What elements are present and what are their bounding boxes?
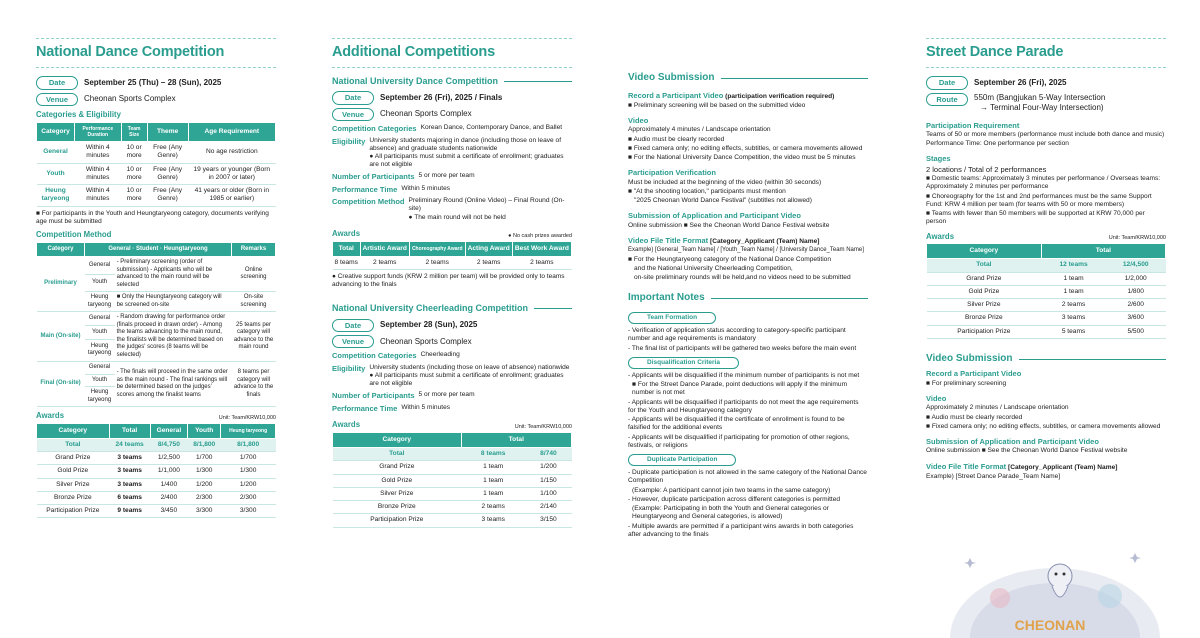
method-table [36, 242, 276, 408]
cell: 5 teams [1041, 325, 1106, 338]
cell: 12/4,500 [1106, 259, 1166, 272]
table-header: General [150, 423, 188, 438]
awards-heading: Awards [36, 411, 65, 420]
cell: 8/1,800 [188, 438, 221, 451]
vf-label: Video File Title Format [926, 461, 1007, 471]
rec-note: ■ Preliminary screening will be based on the submitted video [628, 101, 806, 109]
unit-label: Unit: Team/KRW10,000 [514, 424, 572, 431]
cell: 8 teams per category will advance to the finals [232, 362, 276, 407]
table-header: Choreography Award [409, 241, 465, 256]
venue-pill: Venue [36, 93, 78, 106]
table-row [37, 257, 276, 275]
cell: Grand Prize [333, 461, 462, 474]
stages-line: ■ Choreography for the 1st and 2nd performances must be the same Support Fund: KRW 4 million per team (for teams with 50 or more members) [926, 192, 1152, 208]
cm-value: Preliminary Round (Online Video) – Final Round (On-site) [408, 197, 565, 213]
table-row [333, 514, 572, 527]
venue-value: Cheonan Sports Complex [84, 94, 176, 104]
cell: 1/200 [221, 478, 276, 491]
cell: Free (Any Genre) [147, 163, 188, 184]
awards-heading: Awards [332, 228, 361, 238]
cell: General [85, 362, 115, 375]
video-notes-column [628, 0, 868, 638]
table-header: Category [37, 423, 110, 438]
cell: 10 or more [121, 163, 147, 184]
elig-label: Eligibility [332, 363, 366, 373]
vf-line: and the National University Cheerleading Competition, [634, 264, 793, 272]
divider [926, 67, 1166, 68]
table-header: Team Size [121, 122, 147, 142]
cell: General [37, 142, 75, 163]
table-row [37, 465, 276, 478]
cell: General [85, 257, 115, 275]
video-label: Video [628, 115, 649, 125]
cheer-awards-table [332, 432, 572, 528]
cell: Grand Prize [927, 272, 1042, 285]
cell: General [85, 312, 115, 326]
cell: 2/300 [188, 491, 221, 504]
table-header: Category [333, 432, 462, 447]
divider [332, 38, 572, 39]
table-row [927, 285, 1166, 298]
table-row [927, 312, 1166, 325]
cell: Heung taryeong [37, 185, 75, 206]
video-title: Video Submission [926, 352, 1013, 364]
cell: 1/150 [525, 474, 571, 487]
rec-label: Record a Participant Video [628, 90, 724, 100]
rec-note: ■ For preliminary screening [926, 379, 1007, 387]
table-row [37, 185, 276, 206]
table-header: Youth [188, 423, 221, 438]
cell: On-site screening [232, 292, 276, 312]
cell: 1/400 [150, 478, 188, 491]
cell: Participation Prize [927, 325, 1042, 338]
cell: Youth [85, 325, 115, 339]
table-row [333, 461, 572, 474]
table-header: Remarks [232, 242, 276, 257]
cell: 3/300 [188, 505, 221, 518]
cell: 5/500 [1106, 325, 1166, 338]
dq-line: ■ For the Street Dance Parade, point deductions will apply if the minimum number is not met [632, 381, 848, 397]
cell: - Preliminary screening (order of submission) - Applicants who will be advanced to the main round will be selected [115, 257, 232, 292]
video-title: Video Submission [628, 72, 715, 83]
np-label: Number of Participants [332, 391, 415, 401]
pv-line: "2025 Cheonan World Dance Festival" (subtitles not allowed) [634, 197, 812, 205]
dup-line: - Multiple awards are permitted if a participant wins awards in both categories after advancing to the finals [628, 522, 854, 538]
date-pill: Date [332, 319, 374, 332]
table-row [333, 474, 572, 487]
sub-label: Submission of Application and Participant Video [628, 211, 801, 221]
np-value: 5 or more per team [418, 172, 475, 180]
elig-value: University students majoring in dance (including those on leave of absence) and graduate students nationwide [369, 136, 562, 152]
date-value: September 25 (Thu) – 28 (Sun), 2025 [84, 77, 222, 87]
festival-illustration [940, 528, 1160, 638]
table-header: Category [37, 242, 85, 257]
pr-line: Performance Time: One performance per section [926, 140, 1069, 148]
table-header: Theme [147, 122, 188, 142]
cell: 8/4,750 [150, 438, 188, 451]
cell: Total [37, 438, 110, 451]
cell: 2 teams [1041, 299, 1106, 312]
cell: 3/150 [525, 514, 571, 527]
pt-label: Performance Time [332, 184, 398, 194]
tf-line: - The final list of participants will be gathered two weeks before the main event [628, 344, 857, 352]
cell: Participation Prize [37, 505, 110, 518]
cell: Silver Prize [927, 299, 1042, 312]
cell: - Random drawing for performance order (finals proceed in drawn order) - Among the teams advancing to the main round, the finalists will be determined based on the judges' scores (8 teams will be selected) [115, 312, 232, 362]
disqualification-tag: Disqualification Criteria [628, 357, 739, 369]
important-title: Important Notes [628, 292, 705, 304]
category-note: ■ For participants in the Youth and Heungtaryeong category, documents verifying age must be submitted [36, 209, 269, 225]
vf-example: Example) [Street Dance Parade_Team Name] [926, 472, 1061, 480]
cell: Youth [85, 374, 115, 387]
cell: 2 teams [409, 256, 465, 269]
table-header: General · Student · Heungtaryeong [85, 242, 232, 257]
cell: 1/200 [525, 461, 571, 474]
cell: 1/1,000 [150, 465, 188, 478]
dup-line: - However, duplicate participation across different categories is permitted [628, 495, 841, 503]
table-row [37, 362, 276, 375]
divider [926, 38, 1166, 39]
table-row [37, 142, 276, 163]
np-label: Number of Participants [332, 172, 415, 182]
cell: Gold Prize [927, 285, 1042, 298]
dq-line: - Applicants will be disqualified if participants do not meet the age requirements for the Youth and Heungtaryeong category [628, 398, 859, 414]
video-line: ■ Audio must be clearly recorded [628, 135, 725, 143]
logo-text: CHEONAN [1014, 617, 1086, 633]
table-row [927, 325, 1166, 338]
cell: 1/2,500 [150, 452, 188, 465]
cell: Bronze Prize [927, 312, 1042, 325]
cell: Within 4 minutes [75, 185, 122, 206]
cell: Final (On-site) [37, 362, 85, 407]
duplicate-tag: Duplicate Participation [628, 454, 736, 466]
dup-line: (Example: A participant cannot join two teams in the same category) [632, 486, 831, 494]
table-row [333, 487, 572, 500]
elig-value: University students (including those on leave of absence) nationwide ● All participants must submit a certificate of enrollment; graduates are not eligible [369, 363, 570, 388]
cell: 3/450 [150, 505, 188, 518]
pr-label: Participation Requirement [926, 120, 1020, 130]
cell: 19 years or younger (Born in 2007 or later) [188, 163, 275, 184]
video-line: ■ Fixed camera only; no editing effects, subtitles, or camera movements allowed [628, 144, 863, 152]
route-pill: Route [926, 93, 968, 106]
sub-label: Submission of Application and Participant Video [926, 437, 1099, 447]
cell: 3 teams [461, 514, 525, 527]
cell: 8/1,800 [221, 438, 276, 451]
cell: Youth [37, 163, 75, 184]
unit-label: Unit: Team/KRW10,000 [1108, 235, 1166, 242]
cell: 2/400 [150, 491, 188, 504]
section-title: Street Dance Parade [926, 44, 1064, 60]
table-header: Category [927, 244, 1042, 259]
cell: 2 teams [461, 501, 525, 514]
video-line: ■ Fixed camera only; no editing effects, subtitles, or camera movements allowed [926, 422, 1161, 430]
vf-line: ■ For the Heungtaryeong category of the National Dance Competition [628, 255, 832, 263]
cell: - The finals will proceed in the same order as the main round - The final rankings will be determined based on the judges' scores among the finalist teams [115, 362, 232, 407]
table-row [333, 448, 572, 461]
pt-value: Within 5 minutes [401, 184, 451, 192]
cell: Free (Any Genre) [147, 142, 188, 163]
vf-line: Example) [General_Team Name] / [Youth_Team Name] / [University Dance_Team Name] [628, 247, 864, 254]
table-row [37, 163, 276, 184]
sub-line: Online submission ■ See the Cheonan World Dance Festival website [628, 221, 830, 229]
cell: 24 teams [109, 438, 150, 451]
cm-note: ● The main round will not be held [408, 213, 506, 221]
cell: 2 teams [465, 256, 512, 269]
elig-note: ● All participants must submit a certificate of enrollment; graduates are not eligible [369, 152, 564, 169]
table-header: Performance Duration [75, 122, 122, 142]
cell: 1/2,000 [1106, 272, 1166, 285]
cell: Heung taryeong [85, 292, 115, 312]
venue-value: Cheonan Sports Complex [380, 109, 472, 119]
dq-line: - Applicants will be disqualified if the certificate of enrollment is found to be falsified for the additional events [628, 416, 845, 432]
table-header: Total [109, 423, 150, 438]
cell: ■ Only the Heungtaryeong category will be screened on-site [115, 292, 232, 312]
table-row [37, 312, 276, 326]
table-header: Best Work Award [512, 241, 571, 256]
stages-label: Stages [926, 154, 951, 164]
cell: 10 or more [121, 142, 147, 163]
pv-label: Participation Verification [628, 168, 716, 178]
table-header: Total [333, 241, 361, 256]
cell: 2/300 [221, 491, 276, 504]
cell: 2/600 [1106, 299, 1166, 312]
cell: Main (On-site) [37, 312, 85, 362]
cell: 3 teams [109, 478, 150, 491]
dq-line: - Applicants will be disqualified if the minimum number of participants is not met [628, 371, 860, 379]
cell: 1 team [1041, 285, 1106, 298]
parade-awards-table [926, 243, 1166, 339]
cell: 6 teams [109, 491, 150, 504]
table-row [927, 259, 1166, 272]
date-pill: Date [36, 76, 78, 89]
venue-value: Cheonan Sports Complex [380, 336, 472, 346]
cell: 2 teams [360, 256, 409, 269]
unit-label: Unit: Team/KRW10,000 [218, 414, 276, 421]
date-pill: Date [332, 91, 374, 104]
table-header: Acting Award [465, 241, 512, 256]
sub-line: Online submission ■ See the Cheonan World Dance Festival website [926, 447, 1128, 455]
cell: No age restriction [188, 142, 275, 163]
cell: 8 teams [461, 448, 525, 461]
pv-line: Must be included at the beginning of the video (within 30 seconds) [628, 178, 822, 186]
cm-label: Competition Method [332, 197, 405, 207]
rec-suffix: (participation verification required) [725, 92, 835, 100]
cell: Grand Prize [37, 452, 110, 465]
cell: 1/800 [1106, 285, 1166, 298]
univ-awards-table [332, 241, 572, 270]
stages-head: 2 locations / Total of 2 performances [926, 164, 1047, 174]
cell: Bronze Prize [37, 491, 110, 504]
cell: Within 4 minutes [75, 163, 122, 184]
rec-label: Record a Participant Video [926, 369, 1022, 379]
awards-heading: Awards [926, 231, 955, 241]
vf-line: on-site preliminary rounds will be held,and no videos need to be submitted [634, 274, 851, 282]
cell: 1/700 [221, 452, 276, 465]
table-row [333, 256, 572, 269]
dup-line: - Duplicate participation is not allowed in the same category of the National Dance Competition [628, 469, 867, 485]
video-line: Approximately 4 minutes / Landscape orientation [628, 126, 771, 134]
method-heading: Competition Method [36, 229, 112, 239]
venue-pill: Venue [332, 108, 374, 121]
pt-label: Performance Time [332, 403, 398, 413]
cell: 1/300 [188, 465, 221, 478]
table-row [37, 438, 276, 451]
cell: 9 teams [109, 505, 150, 518]
cell: Bronze Prize [333, 501, 462, 514]
date-value: September 26 (Fri), 2025 / Finals [380, 93, 503, 103]
date-value: September 26 (Fri), 2025 [974, 77, 1067, 87]
stages-line: ■ Teams with fewer than 50 members will be supported at KRW 70,000 per person [926, 210, 1145, 226]
categories-heading: Categories & Eligibility [36, 109, 121, 119]
cell: 25 teams per category will advance to the main round [232, 312, 276, 362]
univ-dance-title: National University Dance Competition [332, 76, 499, 87]
cell: 3 teams [109, 465, 150, 478]
video-label: Video [926, 393, 947, 403]
table-header: Heung taryeong [221, 423, 276, 438]
date-value: September 28 (Sun), 2025 [380, 320, 478, 330]
cc-label: Competition Categories [332, 124, 417, 134]
dup-line: (Example: Participating in both the Youth and General categories or Heungtaryeong and General categories, is allowed) [632, 505, 829, 521]
table-header: Category [37, 122, 75, 142]
cell: Silver Prize [37, 478, 110, 491]
section-title: National Dance Competition [36, 44, 225, 60]
divider [36, 67, 276, 68]
video-line: ■ For the National University Dance Competition, the video must be 5 minutes [628, 154, 856, 162]
no-cash-note: ● No cash prizes awarded [508, 232, 572, 239]
cell: Preliminary [37, 257, 85, 312]
cell: 3/300 [221, 505, 276, 518]
cell: 2 teams [512, 256, 571, 269]
cell: 1 team [461, 474, 525, 487]
cell: 1 team [1041, 272, 1106, 285]
section-title: Additional Competitions [332, 44, 495, 60]
cell: Silver Prize [333, 487, 462, 500]
cell: 1/100 [525, 487, 571, 500]
cell: 1/300 [221, 465, 276, 478]
cell: Heung taryeong [85, 387, 115, 407]
cell: 12 teams [1041, 259, 1106, 272]
cell: Youth [85, 274, 115, 292]
dq-line: - Applicants will be disqualified if participating for promotion of other regions, festivals, or religions [628, 433, 850, 449]
cell: Total [927, 259, 1042, 272]
pt-value: Within 5 minutes [401, 403, 451, 411]
route-value-2: → Terminal Four-Way Intersection) [980, 102, 1104, 112]
cell: 1 team [461, 487, 525, 500]
table-row [927, 272, 1166, 285]
cell: Participation Prize [333, 514, 462, 527]
cc-value: Cheerleading [420, 351, 460, 359]
cell: 1/700 [188, 452, 221, 465]
route-value: 550m (Bangjukan 5-Way Intersection [974, 92, 1106, 102]
awards-table [36, 423, 276, 519]
cell: Heung taryeong [85, 339, 115, 361]
np-value: 5 or more per team [418, 391, 475, 399]
national-dance-column [36, 0, 276, 638]
date-pill: Date [926, 76, 968, 89]
stages-line: ■ Domestic teams: Approximately 3 minutes per performance / Overseas teams: Approximately 2 minutes per performance [926, 175, 1161, 191]
cell: 1 team [461, 461, 525, 474]
additional-competitions-column [332, 0, 572, 638]
divider [36, 38, 276, 39]
cell: Gold Prize [37, 465, 110, 478]
vf-suffix: [Category_Applicant (Team) Name] [710, 237, 820, 245]
cc-value: Korean Dance, Contemporary Dance, and Ballet [420, 124, 563, 132]
table-row [37, 452, 276, 465]
table-header: Artistic Award [360, 241, 409, 256]
categories-table [36, 122, 276, 207]
divider [332, 67, 572, 68]
cell: Online screening [232, 257, 276, 292]
table-row [37, 491, 276, 504]
table-row [333, 501, 572, 514]
cell: Gold Prize [333, 474, 462, 487]
cell: Within 4 minutes [75, 142, 122, 163]
cc-label: Competition Categories [332, 351, 417, 361]
cell: Total [333, 448, 462, 461]
cell: 3 teams [1041, 312, 1106, 325]
pv-line: ■ "At the shooting location," participants must mention [628, 187, 786, 195]
cell: 10 or more [121, 185, 147, 206]
tf-line: - Verification of application status according to category-specific participant number and age requirements is mandatory [628, 327, 846, 343]
video-line: Approximately 2 minutes / Landscape orientation [926, 404, 1069, 412]
team-formation-tag: Team Formation [628, 312, 716, 324]
table-header: Age Requirement [188, 122, 275, 142]
table-row [37, 505, 276, 518]
elig-label: Eligibility [332, 136, 366, 146]
venue-pill: Venue [332, 335, 374, 348]
table-header: Total [461, 432, 571, 447]
cell: Free (Any Genre) [147, 185, 188, 206]
video-line: ■ Audio must be clearly recorded [926, 413, 1023, 421]
table-header: Total [1041, 244, 1165, 259]
cell: 1/200 [188, 478, 221, 491]
cell: 3/600 [1106, 312, 1166, 325]
cheer-title: National University Cheerleading Competition [332, 303, 529, 314]
table-row [927, 299, 1166, 312]
univ-awards-note: ● Creative support funds (KRW 2 million per team) will be provided only to teams advancing to the finals [332, 273, 565, 289]
cell: 41 years or older (Born in 1985 or earlier) [188, 185, 275, 206]
cell: 8 teams [333, 256, 361, 269]
vf-suffix: [Category_Applicant (Team) Name] [1008, 463, 1118, 471]
awards-heading: Awards [332, 420, 361, 430]
table-row [37, 478, 276, 491]
cell: 3 teams [109, 452, 150, 465]
cell: 8/740 [525, 448, 571, 461]
pr-line: Teams of 50 or more members (performance must include both dance and music) [926, 130, 1165, 138]
vf-label: Video File Title Format [628, 235, 709, 245]
cell: 2/140 [525, 501, 571, 514]
